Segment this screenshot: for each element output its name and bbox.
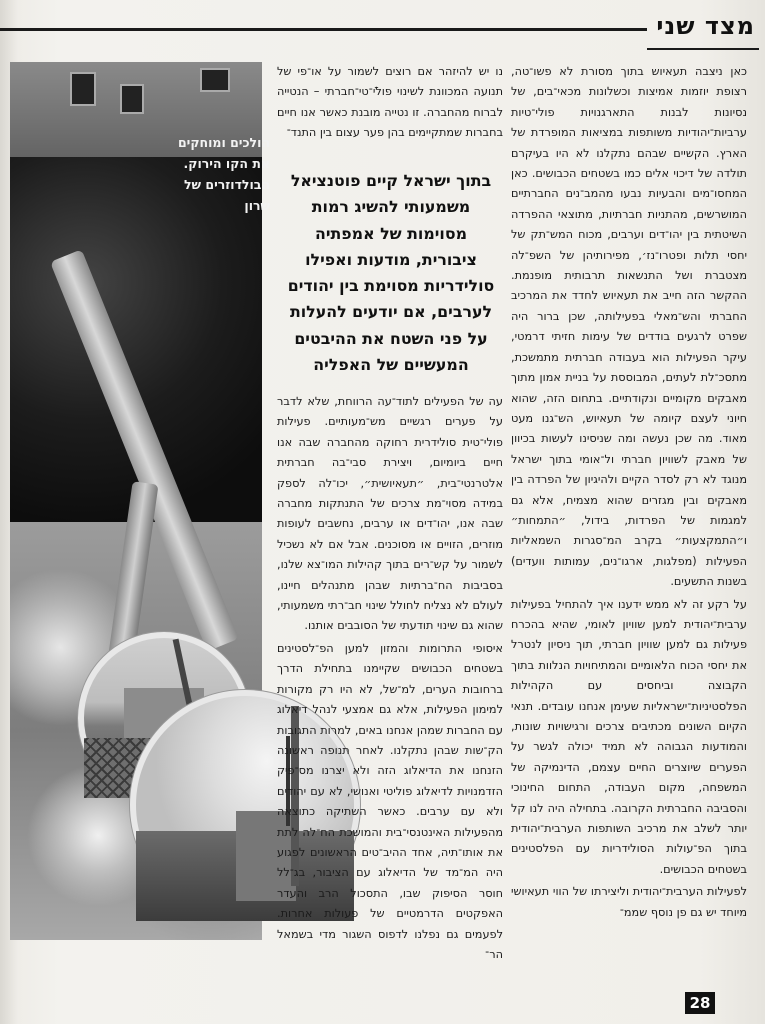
paragraph: כאן ניצבה תעאיוש בתוך מסורת לא פשו־טה, רצופת יוזמות אמיצות וכשלונות מכאי־בים, של נסיונות לבנות התארגנויות פולי־טיות ערביות־יהודיות משותפות במציאות המופרדת של הארץ. הקשיים שבהם נתקלנו לא היו בעיקרם תולדה של דיכוי אלים כמו בשטחים הכבושים. כאן המחסו־מים והבעיות נבעו מהמב־נים החברתיים המושרשים, מהתניות חברתיות, מתוצאי ההפרדה השיטתית בין יהו־דים וערבים, מכוח המש־תק של יחסי תלות ופטרו־נז׳, מפירותיהן של השפ־לה מצטברת ושל התנשאות תרבותית מופנמת. ההקשר הזה חייב את תעאיוש לחדד את המרכיב החברתי והש־מאלי בפעילותה, שכן ברור היה שפרט לרגעים בודדים של עימות חזיתי דרמטי, עיקר הפעילות הוא בעבודה חברתית מתמשכת, מתסכ־לת לעתים, המבוססת על בניית אמון מתוך מאבקים מקומיים ונקודתיים. בתחום הזה, שהוא חיוני לעצם קיומה של תעאיוש, הש־גנו מעט מאוד. מה שכן נעשה ומה שניסינו לעשות בכיוון של מאבק לשוויון חברתי ול־אומי בתוך ישראל מנוגד לא רק לסדר הקיים ולהיגיון של הפרדה בין מאבקים ובין מגזרים שהוא מצמיח, אלא גם למגמות של הפרדות, בידול, ״התמחות״ ו״התמקצעות״ בקרב המ־סגרות השמאליות הפעילות (מפלגות, ארגו־נים, עמותות וועדים) בשנות התשעים. bbox=[511, 65, 747, 589]
header-underline bbox=[647, 48, 759, 50]
section-title: מצד שני bbox=[656, 12, 755, 40]
window bbox=[70, 72, 96, 106]
paragraph: איסופי התרומות והמזון למען הפ־לסטינים בשטחים הכבושים שקיימנו בתחילת הדרך ברחובות הערים, למ־של, לא היו רק מקורות למימון הפעילות, אלא גם אמצעי לנהל דיאלוג עם החברות שמהן אנחנו באים, למרות התגובות הק־שות שבהן נתקלנו. לאחר תנופה ראשונה הזנחנו את הדיאלוג הזה ולא יצרנו מס־פיק הזדמנויות לדיאלוג פוליטי ואנושי, לא עם יהודים ולא עם ערבים. כאשר השתיקה כתוצאה מהפעילות האינטנסי־בית והמושכת הח־לה לתת את אותו־תיה, אחד ההיב־טים הראשונים לפגוע היה המ־מד של הדיאלוג עם הציבור, בג־לל חוסר הסיפוק שבו, התסכול הרב והעדר האפקטים הדרמטיים של פעולות אחרות. לפעמים גם נפלנו לדפוס השגור מדי בשמאל הר־ bbox=[277, 641, 503, 961]
paragraph: על רקע זה לא ממש ידענו איך להתחיל בפעילות ערבית־יהודית למען שוויון לאומי, שהיא בהכרח פעילות גם למען שוויון חברתי, תוך ניסיון לנטרל את יחסי הכוח הלאומיים והמתיחויות הנלוות בתוך הקבוצה וביחסים עם הקהילות הפלסטיניות־ישראליות שעימן אנחנו עובדים. תנאי הקיום השונים מכתיבים צרכים ורגישויות שונות, והמודעות הגבוהה לא תמיד יכולה לגשר על הפערים שיוצרים החיים עצמם, הדינמיקה של המשפחה, מקום העבודה, התחום החינוכי והסביבה החברתית הקרובה. בתחילה היה לנו קל יותר לשלב את מרכיב השותפות הערבית־יהודית בתוך הפ־עולות הסולידריות עם הפלסטינים בשטחים הכבושים. bbox=[511, 597, 747, 876]
pull-quote: בתוך ישראל קיים פוטנציאל משמעותי להשיג רמות מסוימות של אמפתיה ציבורית, מודעות ואפילו סולידריות מסוימת בין יהודים לערבים, אם יודעים להעלות על פני השטח את ההיבטים המעשיים של האפליה bbox=[287, 171, 495, 375]
paragraph: עה של הפעילים לתוד־עה הרווחת, שלא לדבר על פערים רגשיים מש־מעותיים. פעילות פולי־טית סולידרית רחוקה מהחברה שבה אנו חיים ביומיום, ויצירת סבי־בה חברתית אלטרנטי־בית, ״תעאיושית״, יכו־לה לספק במידה מסוי־מת צרכים של התנתקות מחברה שבה אנו, יהו־דים או ערבים, נחשבים לעופות מוזרים, הזויים או מסוכנים. אבל אם לא נשכיל לשמור על קש־רים בתוך קהילות המו־צא שלנו, בסביבות הח־ברתיות שבהן מתנהלים חיינו, לעולם לא נצליח לחולל שינוי חב־רתי משמעותי, שהוא גם שינוי תודעתי של הסובבים אותנו. bbox=[277, 395, 503, 633]
header-rule bbox=[0, 28, 647, 31]
photo-caption: הולכים ומוחקים את הקו הירוק. הבולדוזרים של שרון bbox=[177, 135, 270, 213]
page-header bbox=[0, 8, 765, 58]
article-column-right bbox=[511, 62, 747, 977]
window bbox=[120, 84, 144, 114]
page-number: 28 bbox=[685, 992, 715, 1014]
paragraph: לפעילות הערבית־יהודית וליצירתו של הווי תעאיושי מיוחד יש גם פן נוסף שממ־ bbox=[511, 885, 747, 919]
paragraph: נו יש להיזהר אם רוצים לשמור על או־פי של תנועה המכוונת לשינוי פוליֿ־טי־חברתי – הנטייה לברוח מהחברה. זו נטייה מובנת כאשר אנו חיים בחברות שמתקיימים בהן פער עצום בין התנד־ bbox=[277, 65, 503, 140]
window bbox=[200, 68, 230, 92]
